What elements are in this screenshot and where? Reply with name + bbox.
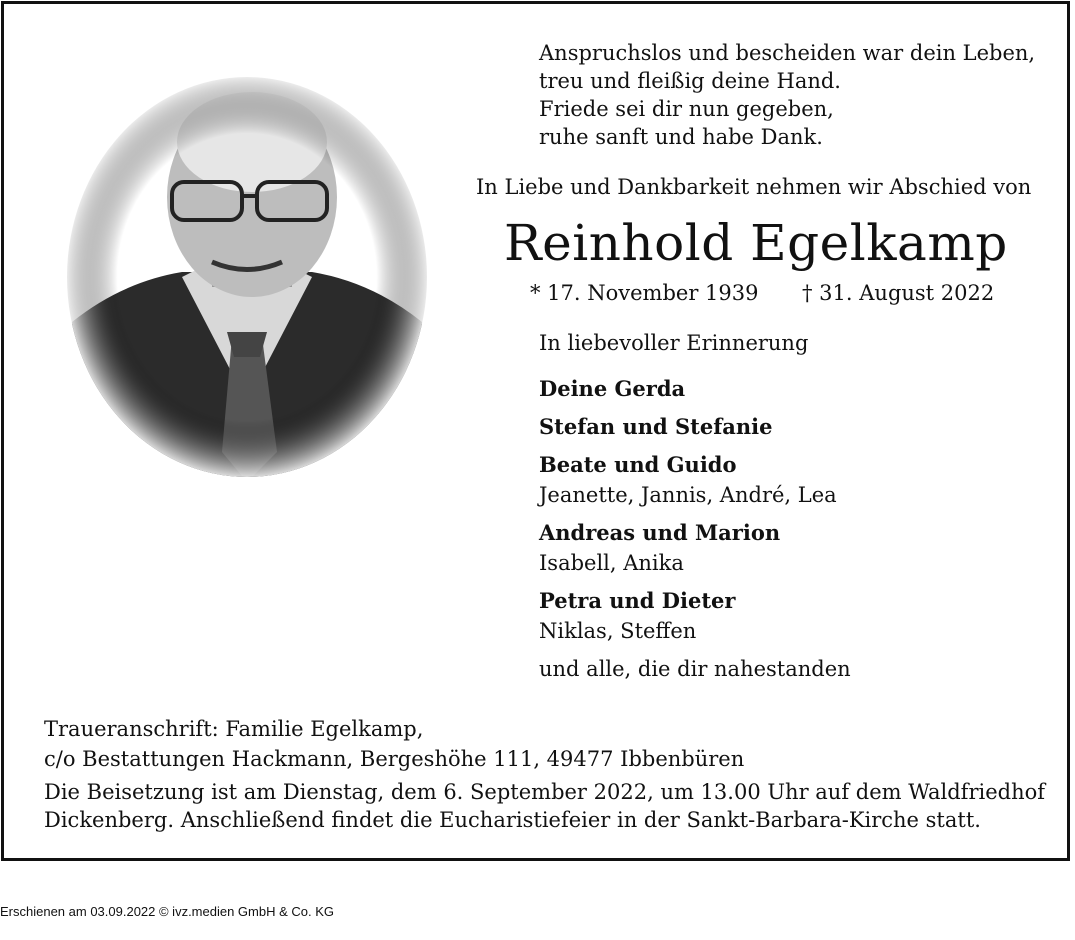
mourner-children: Jeanette, Jannis, André, Lea [539,483,837,507]
poem-line: treu und fleißig deine Hand. [539,69,841,93]
address-line: c/o Bestattungen Hackmann, Bergeshöhe 111, 49477 Ibbenbüren [44,747,745,771]
mourner-group [539,518,851,578]
mourner-group [539,586,851,646]
mourners-list [539,374,851,684]
publication-footer: Erschienen am 03.09.2022 © ivz.medien GmbH & Co. KG [0,904,335,919]
mourner-name: Petra und Dieter [539,588,736,613]
mourner-children: Isabell, Anika [539,551,684,575]
mourner-group [539,450,851,510]
closing-line: und alle, die dir nahestanden [539,657,851,681]
birth-date: * 17. November 1939 [530,281,759,305]
death-date: † 31. August 2022 [802,281,995,305]
poem-line: Anspruchslos und bescheiden war dein Leben, [539,41,1036,65]
mourner-name: Stefan und Stefanie [539,414,773,439]
poem-line: Friede sei dir nun gegeben, [539,97,834,121]
mourner-children: Niklas, Steffen [539,619,697,643]
deceased-name: Reinhold Egelkamp [504,214,1008,272]
poem-line: ruhe sanft und habe Dank. [539,125,823,149]
mourning-address [44,714,744,774]
mourner-name: Beate und Guido [539,452,737,477]
mourner-group [539,374,851,404]
portrait-photo [62,72,432,482]
mourner-group [539,412,851,442]
mourner-name: Andreas und Marion [539,520,781,545]
obituary-frame [1,1,1070,861]
memory-heading: In liebevoller Erinnerung [539,331,809,355]
poem [539,39,1035,151]
intro-text: In Liebe und Dankbarkeit nehmen wir Abschied von [476,175,1032,199]
address-line: Traueranschrift: Familie Egelkamp, [44,717,424,741]
burial-info [44,778,1045,834]
mourner-name: Deine Gerda [539,376,686,401]
burial-line: Dickenberg. Anschließend findet die Eucharistiefeier in der Sankt-Barbara-Kirche statt. [44,808,981,832]
burial-line: Die Beisetzung ist am Dienstag, dem 6. September 2022, um 13.00 Uhr auf dem Waldfriedhof [44,780,1046,804]
